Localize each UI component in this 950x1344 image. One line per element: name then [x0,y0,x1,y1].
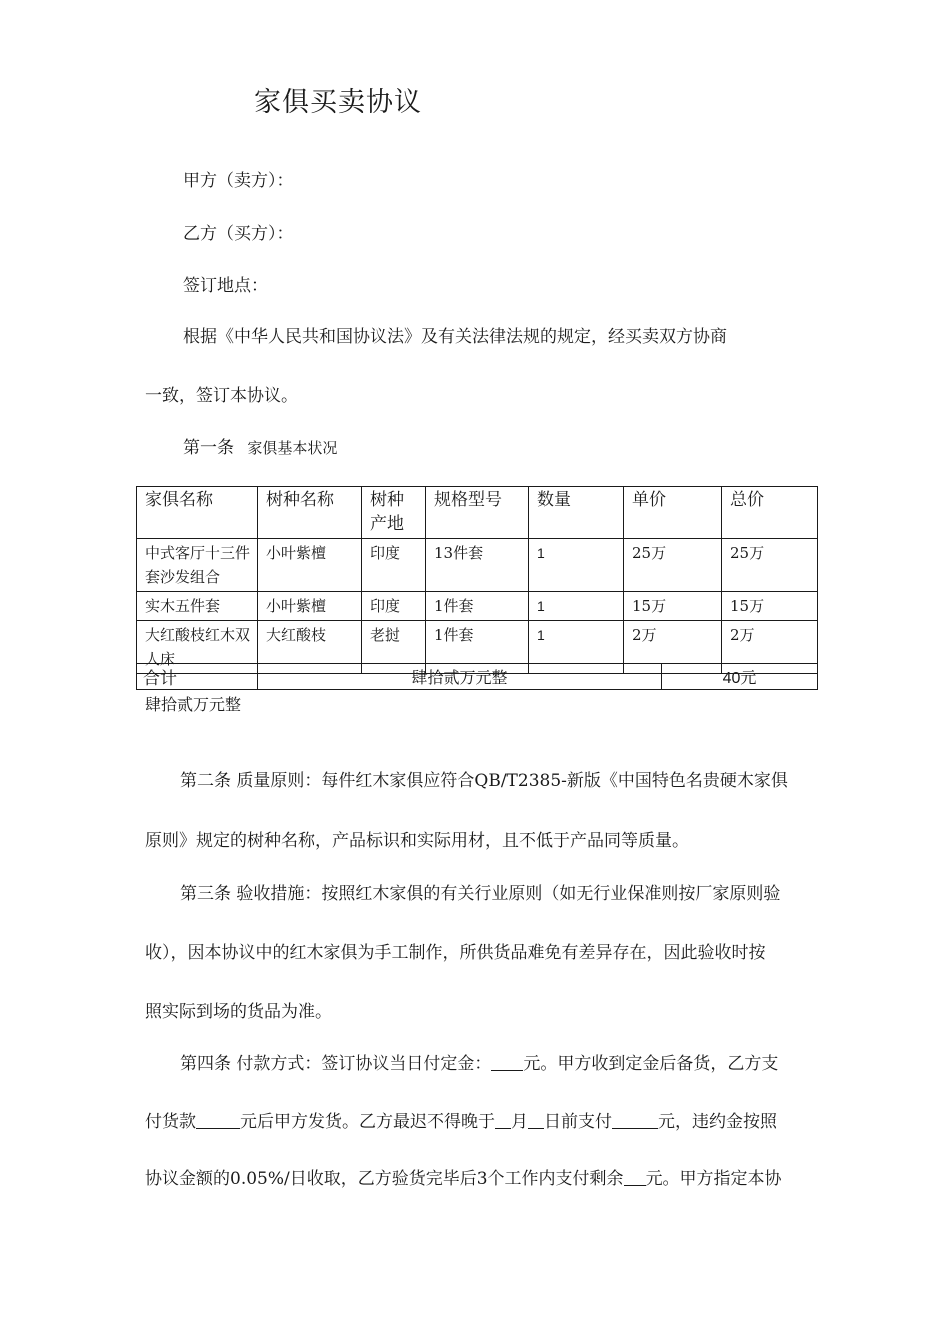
table-row [137,592,818,621]
cell-origin: 印度 [362,539,426,592]
article4-text: 元，违约金按照 [658,1112,777,1132]
article2-line-1: 第二条 质量原则：每件红木家俱应符合QB/T2385-新版《中国特色名贵硬木家俱 [180,771,788,791]
total-amount-words: 肆拾贰万元整 [258,664,662,690]
intro-line-1: 根据《中华人民共和国协议法》及有关法律法规的规定，经买卖双方协商 [183,327,727,347]
cell-total-price: 2万 [722,621,818,674]
table-header-cell: 规格型号 [426,487,529,539]
cell-species: 小叶紫檀 [258,592,362,621]
cell-unit-price: 25万 [624,539,722,592]
party-a-line: 甲方（卖方）： [183,171,294,191]
table-row [137,539,818,592]
party-b-line: 乙方（买方）： [183,224,294,244]
article4-text: 元。甲方收到定金后备货，乙方支 [523,1054,779,1074]
document-title: 家俱买卖协议 [254,87,422,118]
remaining-blank [624,1168,646,1186]
furniture-table [136,486,818,674]
table-header-cell: 树种产地 [362,487,426,539]
table-header-cell: 树种名称 [258,487,362,539]
article4-text: 第四条 付款方式：签订协议当日付定金： [180,1054,492,1074]
article4-line-1 [180,1049,778,1074]
article3-line-1: 第三条 验收措施：按照红木家俱的有关行业原则（如无行业保准则按厂家原则验 [180,884,781,904]
cell-total-price: 15万 [722,592,818,621]
article4-line-3 [145,1164,782,1189]
cell-total-price: 25万 [722,539,818,592]
cell-origin: 印度 [362,592,426,621]
cell-species: 小叶紫檀 [258,539,362,592]
table-header-cell: 数量 [529,487,624,539]
amount-blank [612,1111,658,1129]
cell-furniture-name: 实木五件套 [137,592,258,621]
table-header-cell: 总价 [722,487,818,539]
article4-line-2 [145,1107,777,1132]
cell-spec: 13件套 [426,539,529,592]
article4-text: 协议金额的0.05%/日收取，乙方验货完毕后3个工作内支付剩余 [145,1169,624,1189]
cell-origin: 老挝 [362,621,426,674]
cell-furniture-name: 大红酸枝红木双人床 [137,621,258,674]
cell-quantity: 1 [529,621,624,674]
article3-line-3: 照实际到场的货品为准。 [145,1002,332,1022]
article4-text: 月 [511,1112,528,1132]
day-blank [528,1111,544,1129]
deposit-blank [491,1053,523,1071]
article1-title: 家俱基本状况 [247,439,338,457]
article4-text: 元后甲方发货。乙方最迟不得晚于 [240,1112,495,1132]
table-header-cell: 家俱名称 [137,487,258,539]
cell-unit-price: 15万 [624,592,722,621]
cell-spec: 1件套 [426,621,529,674]
article4-text: 付货款 [145,1112,196,1132]
payment-blank [196,1111,240,1129]
signing-place-line: 签订地点： [183,276,268,296]
table-header-row [137,487,818,539]
article1-number: 第一条 [183,438,234,458]
month-blank [495,1111,511,1129]
table-total-row [136,663,818,690]
cell-quantity: 1 [529,592,624,621]
intro-line-2: 一致，签订本协议。 [145,386,298,406]
cell-furniture-name: 中式客厅十三件套沙发组合 [137,539,258,592]
cell-unit-price: 2万 [624,621,722,674]
total-amount-value: 40元 [662,664,818,690]
table-header-cell: 单价 [624,487,722,539]
amount-in-words-note: 肆拾贰万元整 [145,695,242,714]
cell-spec: 1件套 [426,592,529,621]
cell-quantity: 1 [529,539,624,592]
total-label: 合计 [137,664,258,690]
article1-heading [183,433,337,458]
cell-species: 大红酸枝 [258,621,362,674]
article2-line-2: 原则》规定的树种名称，产品标识和实际用材，且不低于产品同等质量。 [145,831,689,851]
article4-text: 元。甲方指定本协 [645,1169,782,1189]
article4-text: 日前支付 [544,1112,612,1132]
article3-line-2: 收），因本协议中的红木家俱为手工制作，所供货品难免有差异存在，因此验收时按 [145,943,766,963]
